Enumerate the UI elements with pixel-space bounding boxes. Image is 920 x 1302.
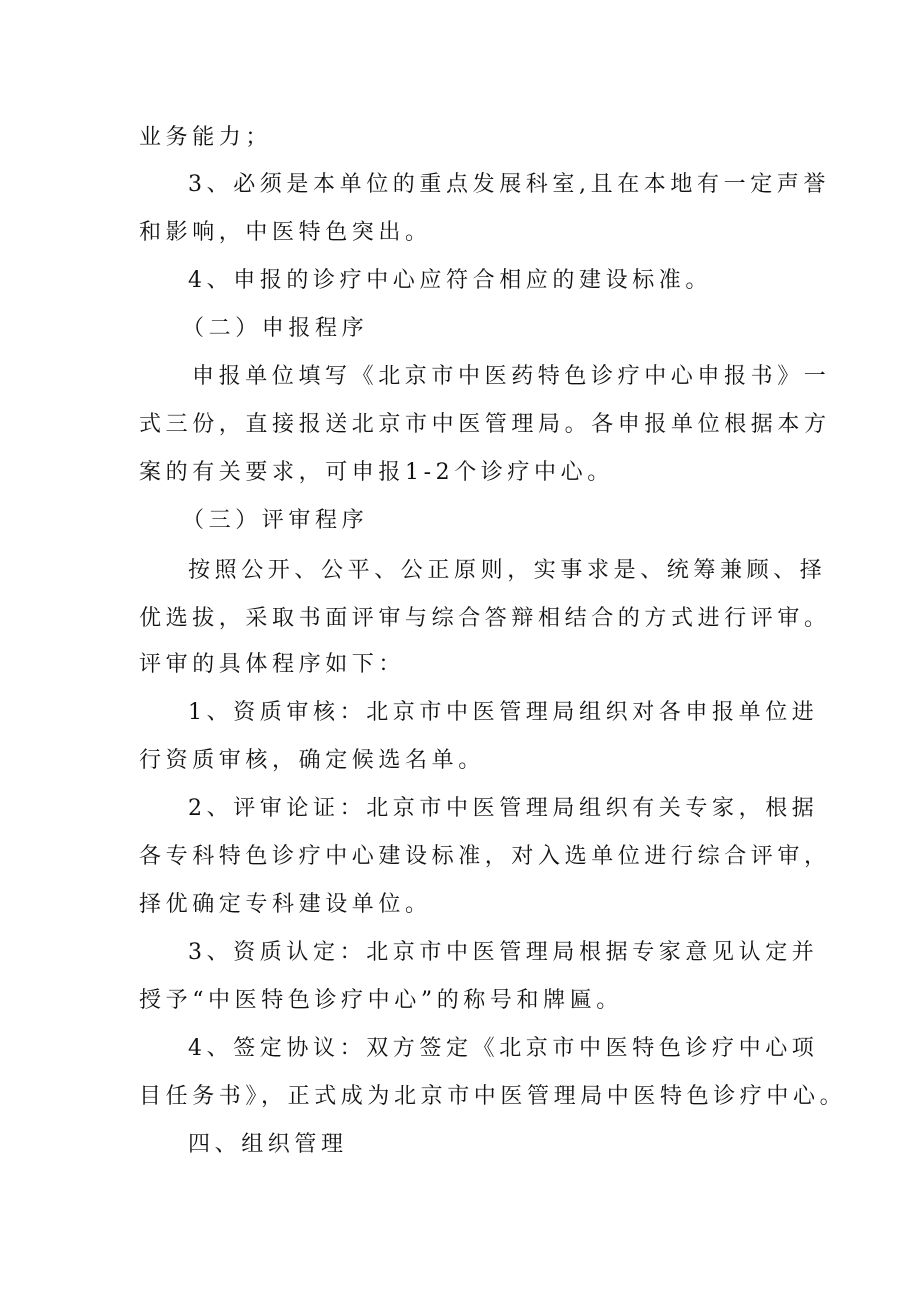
text-line-19: 授予“中医特色诊疗中心”的称号和牌匾。: [139, 988, 623, 1013]
text-line-4: 4、申报的诊疗中心应符合相应的建设标准。: [188, 268, 712, 293]
section-heading-4: 四、组织管理: [188, 1132, 348, 1157]
text-line-16: 各专科特色诊疗中心建设标准，对入选单位进行综合评审，: [139, 844, 831, 869]
section-heading-3: （三）评审程序: [182, 508, 369, 533]
text-line-13: 1、资质审核：北京市中医管理局组织对各申报单位进: [188, 700, 819, 725]
text-line-12: 评审的具体程序如下：: [139, 652, 406, 677]
text-line-17: 择优确定专科建设单位。: [139, 892, 432, 917]
text-line-7: 式三份，直接报送北京市中医管理局。各申报单位根据本方: [139, 412, 831, 437]
text-line-21: 目任务书》，正式成为北京市中医管理局中医特色诊疗中心。: [139, 1084, 847, 1109]
text-line-8: 案的有关要求，可申报1-2个诊疗中心。: [139, 460, 614, 485]
text-line-6: 申报单位填写《北京市中医药特色诊疗中心申报书》一: [192, 364, 831, 389]
text-line-1: 业务能力；: [139, 125, 273, 150]
text-line-2: 3、必须是本单位的重点发展科室,且在本地有一定声誉: [188, 172, 830, 197]
text-line-3: 和影响，中医特色突出。: [139, 220, 432, 245]
section-heading-2: （二）申报程序: [182, 316, 369, 341]
text-line-20: 4、签定协议：双方签定《北京市中医特色诊疗中心项: [188, 1036, 819, 1061]
text-line-10: 按照公开、公平、公正原则，实事求是、统筹兼顾、择: [188, 558, 827, 583]
text-line-15: 2、评审论证：北京市中医管理局组织有关专家，根据: [188, 796, 819, 821]
text-line-18: 3、资质认定：北京市中医管理局根据专家意见认定并: [188, 940, 819, 965]
text-line-14: 行资质审核，确定候选名单。: [139, 748, 485, 773]
text-line-11: 优选拔，采取书面评审与综合答辩相结合的方式进行评审。: [139, 606, 831, 631]
